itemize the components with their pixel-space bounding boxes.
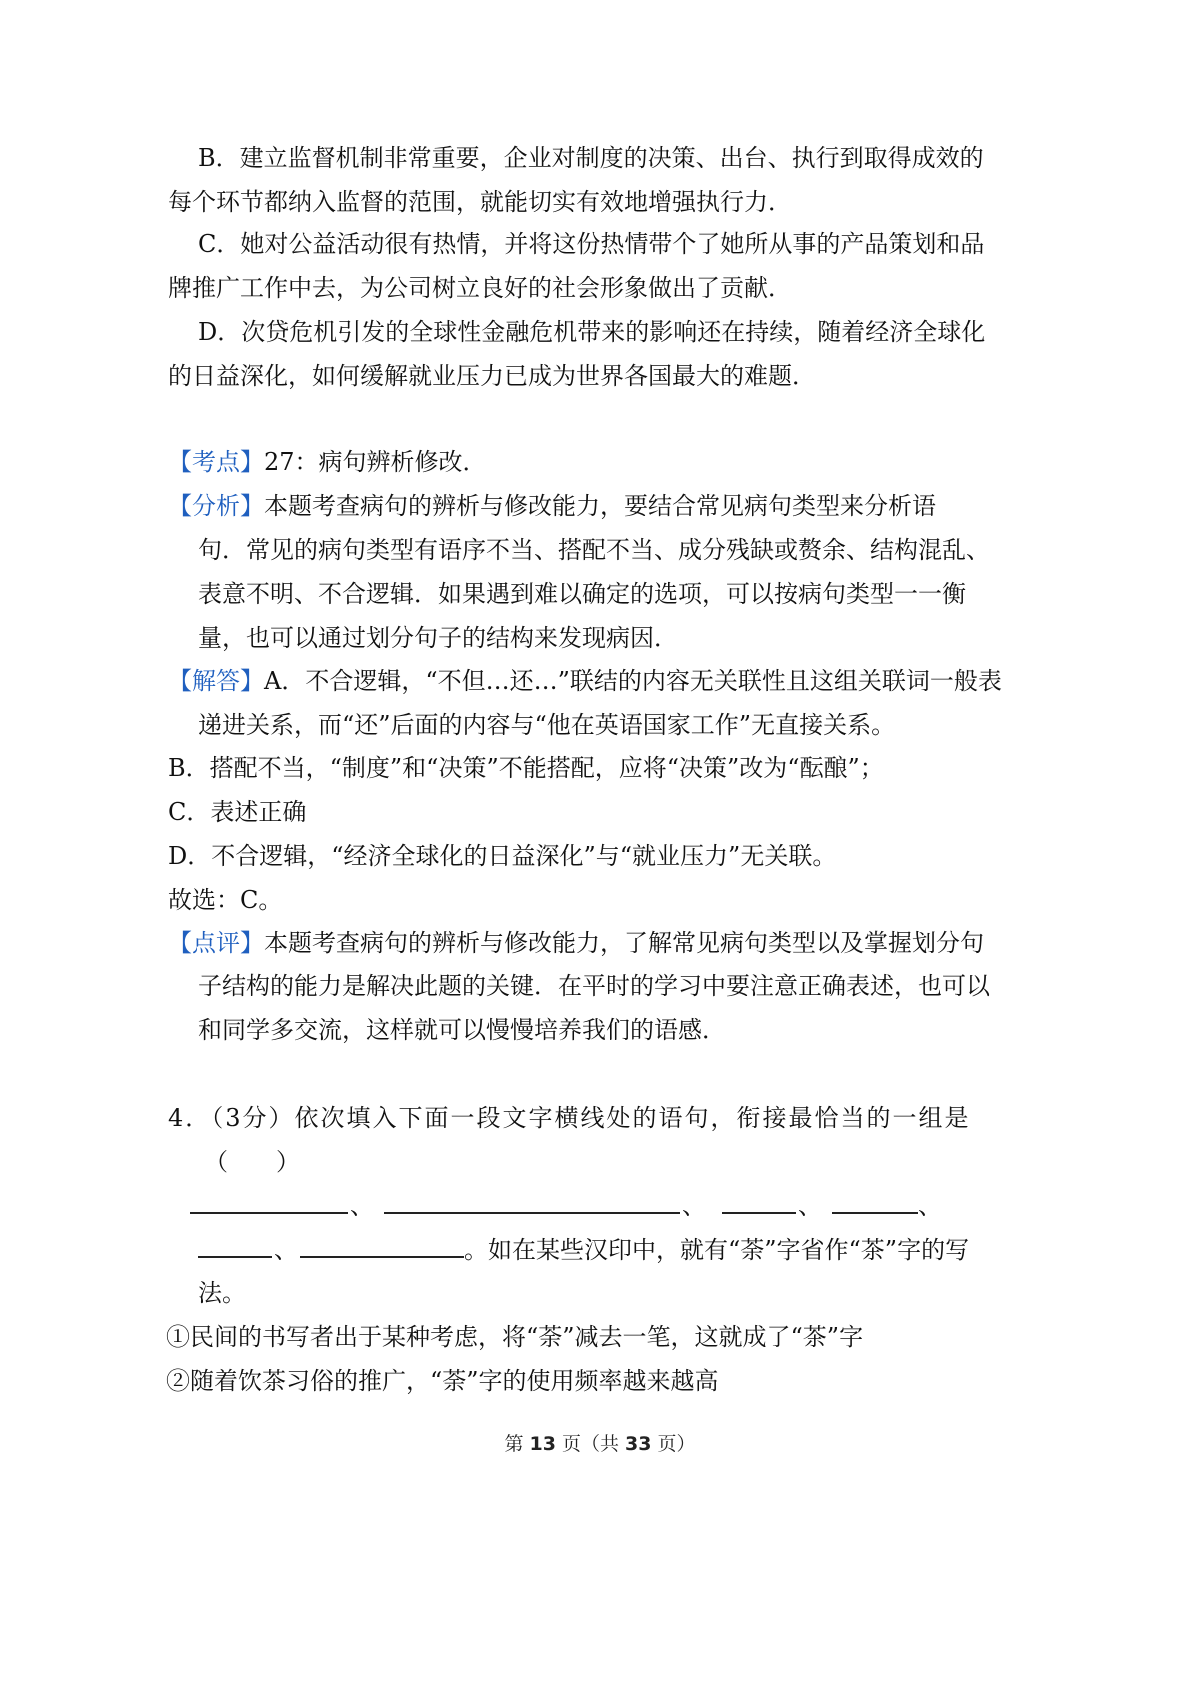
question4-paren: （ ） <box>204 1148 300 1176</box>
kaodian-text: 27：病句辨析修改． <box>264 448 487 476</box>
blank-5 <box>198 1234 272 1258</box>
blank-sep-2: 、 <box>682 1192 706 1220</box>
fenxi-line-2: 句．常见的病句类型有语序不当、搭配不当、成分残缺或赘余、结构混乱、 <box>198 536 990 564</box>
blank-4 <box>832 1190 918 1214</box>
blank-6 <box>300 1234 464 1258</box>
footer-post: 页） <box>651 1433 696 1455</box>
question4-tail: 。如在某些汉印中，就有“荼”字省作“茶”字的写 <box>464 1236 970 1264</box>
dianping-line-2: 子结构的能力是解决此题的关键．在平时的学习中要注意正确表述，也可以 <box>198 972 990 1000</box>
question4-stem: 4．（3分）依次填入下面一段文字横线处的语句，衔接最恰当的一组是 <box>168 1104 971 1132</box>
dianping-text-1: 本题考查病句的辨析与修改能力，了解常见病句类型以及掌握划分句 <box>264 929 984 957</box>
dianping-line-1 <box>168 927 1200 959</box>
jieda-b: B．搭配不当，“制度”和“决策”不能搭配，应将“决策”改为“酝酿”； <box>168 754 884 782</box>
question4-item-2: ②随着饮茶习俗的推广，“荼”字的使用频率越来越高 <box>166 1367 719 1395</box>
footer-pre: 第 <box>504 1433 530 1455</box>
option-d-line-2: 的日益深化，如何缓解就业压力已成为世界各国最大的难题． <box>168 362 816 390</box>
jieda-line-1 <box>168 665 1200 697</box>
blank-3 <box>722 1190 796 1214</box>
question4-blank-row-1 <box>190 1190 1200 1222</box>
blank-sep-5: 、 <box>274 1236 298 1264</box>
blank-2 <box>384 1190 680 1214</box>
option-b-line-1: B．建立监督机制非常重要，企业对制度的决策、出台、执行到取得成效的 <box>198 144 984 172</box>
kaodian-tag: 【考点】 <box>168 448 264 476</box>
jieda-c: C．表述正确 <box>168 798 307 826</box>
footer-mid: 页（共 <box>555 1433 626 1455</box>
footer-page-number: 13 <box>529 1433 556 1455</box>
blank-sep-1: 、 <box>350 1192 374 1220</box>
blank-sep-4: 、 <box>918 1192 942 1220</box>
option-c-line-2: 牌推广工作中去，为公司树立良好的社会形象做出了贡献． <box>168 274 792 302</box>
fenxi-line-1 <box>168 490 1200 522</box>
jieda-tag: 【解答】 <box>168 667 264 695</box>
option-c-line-1: C．她对公益活动很有热情，并将这份热情带个了她所从事的产品策划和品 <box>198 230 985 258</box>
fenxi-tag: 【分析】 <box>168 492 264 520</box>
question4-tail-2: 法。 <box>198 1279 246 1307</box>
kaodian-line <box>168 446 1200 478</box>
blank-1 <box>190 1190 348 1214</box>
jieda-text-1: A．不合逻辑，“不但…还…”联结的内容无关联性且这组关联词一般表 <box>264 667 1002 695</box>
page-footer <box>0 1432 1200 1456</box>
fenxi-line-4: 量，也可以通过划分句子的结构来发现病因． <box>198 624 678 652</box>
dianping-tag: 【点评】 <box>168 929 264 957</box>
option-b-line-2: 每个环节都纳入监督的范围，就能切实有效地增强执行力． <box>168 188 792 216</box>
question4-item-1: ①民间的书写者出于某种考虑，将“荼”减去一笔，这就成了“茶”字 <box>166 1323 864 1351</box>
question4-blank-row-2 <box>198 1234 1200 1266</box>
jieda-d: D．不合逻辑，“经济全球化的日益深化”与“就业压力”无关联。 <box>168 842 837 870</box>
fenxi-line-3: 表意不明、不合逻辑．如果遇到难以确定的选项，可以按病句类型一一衡 <box>198 580 966 608</box>
dianping-line-3: 和同学多交流，这样就可以慢慢培养我们的语感． <box>198 1016 726 1044</box>
fenxi-text-1: 本题考查病句的辨析与修改能力，要结合常见病句类型来分析语 <box>264 492 936 520</box>
blank-sep-3: 、 <box>798 1192 822 1220</box>
jieda-answer: 故选：C。 <box>168 886 283 914</box>
option-d-line-1: D．次贷危机引发的全球性金融危机带来的影响还在持续，随着经济全球化 <box>198 318 986 346</box>
footer-total-pages: 33 <box>625 1433 652 1455</box>
jieda-line-2: 递进关系，而“还”后面的内容与“他在英语国家工作”无直接关系。 <box>198 711 896 739</box>
